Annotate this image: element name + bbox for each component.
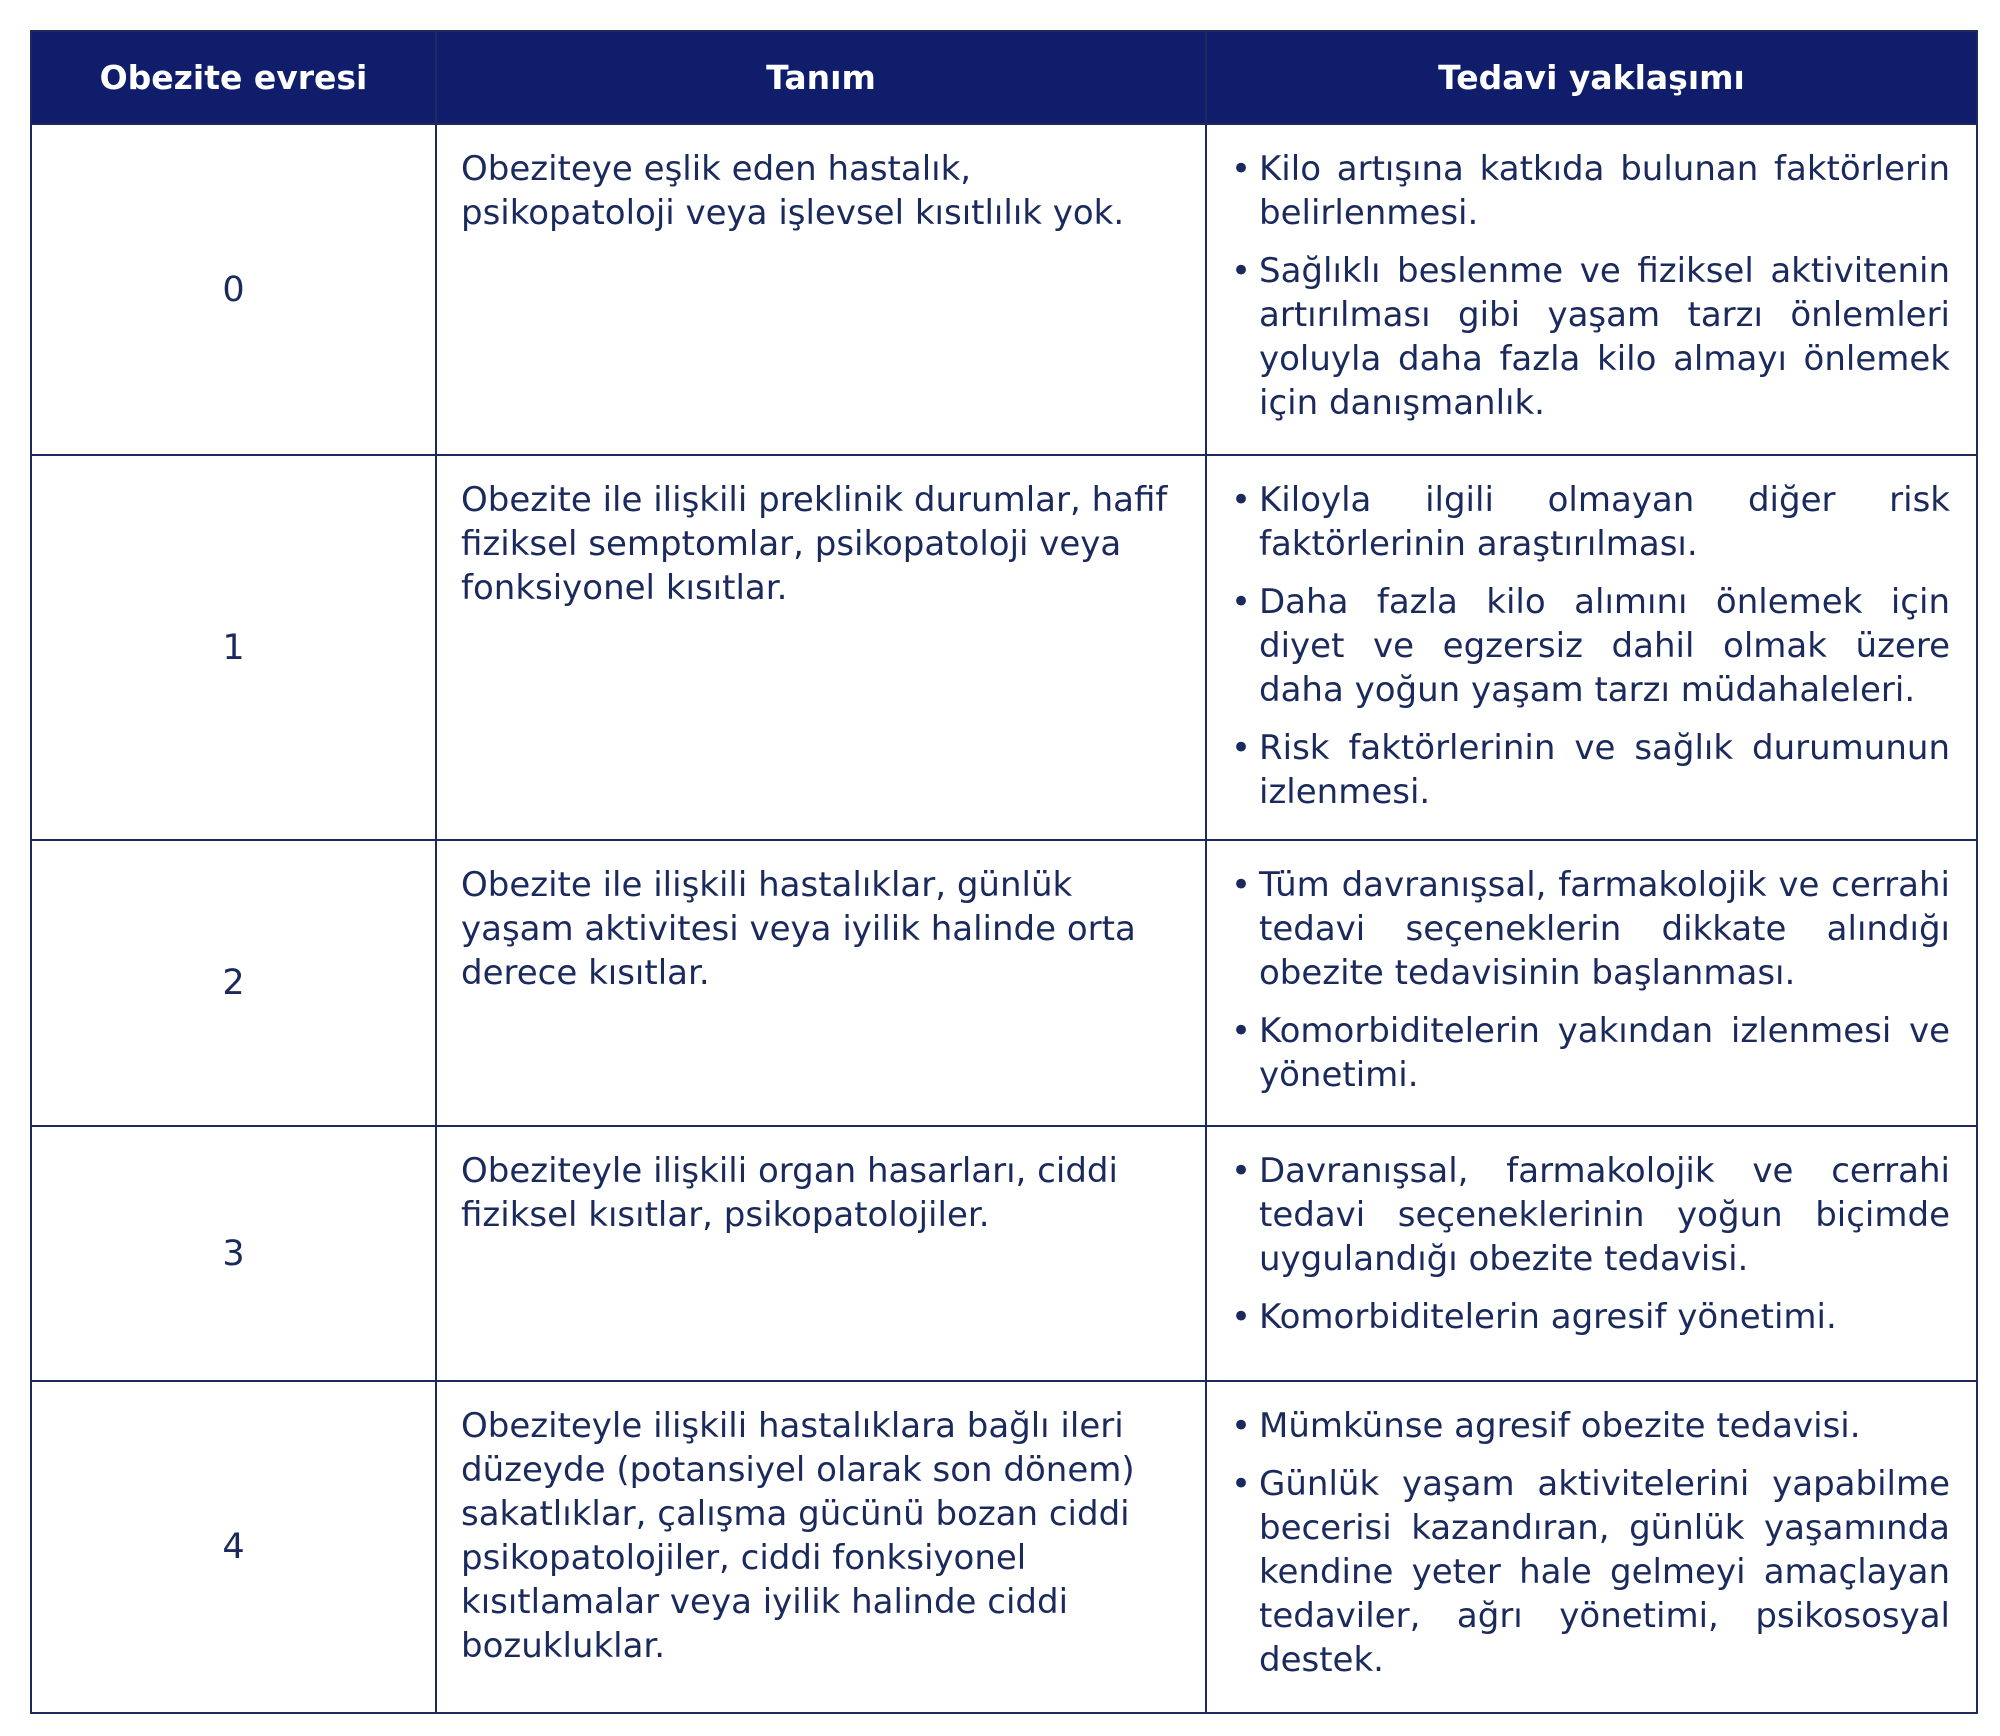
definition-cell: Obezite ile ilişkili preklinik durumlar, hafif fiziksel semptomlar, psikopatoloji veya fonksiyonel kısıtlar. (436, 455, 1206, 840)
approach-item: • Mümkünse agresif obezite tedavisi. (1231, 1404, 1950, 1448)
header-stage: Obezite evresi (31, 31, 436, 124)
approach-list (1231, 1404, 1950, 1682)
approach-item: • Daha fazla kilo alımını önlemek için diyet ve egzersiz dahil olmak üzere daha yoğun yaşam tarzı müdahaleleri. (1231, 580, 1950, 712)
approach-item: • Komorbiditelerin agresif yönetimi. (1231, 1295, 1950, 1339)
stage-cell: 3 (31, 1126, 436, 1381)
approach-list (1231, 478, 1950, 814)
definition-cell: Obezite ile ilişkili hastalıklar, günlük yaşam aktivitesi veya iyilik halinde orta derece kısıtlar. (436, 840, 1206, 1126)
header-definition: Tanım (436, 31, 1206, 124)
stage-cell: 0 (31, 124, 436, 455)
stage-cell: 4 (31, 1381, 436, 1713)
approach-item: • Komorbiditelerin yakından izlenmesi ve yönetimi. (1231, 1009, 1950, 1097)
approach-item: • Davranışsal, farmakolojik ve cerrahi tedavi seçeneklerinin yoğun biçimde uygulandığı obezite tedavisi. (1231, 1149, 1950, 1281)
approach-cell (1206, 1381, 1977, 1713)
approach-item: • Risk faktörlerinin ve sağlık durumunun izlenmesi. (1231, 726, 1950, 814)
approach-list (1231, 863, 1950, 1097)
approach-cell (1206, 124, 1977, 455)
approach-cell (1206, 455, 1977, 840)
table-row (31, 840, 1977, 1126)
header-approach: Tedavi yaklaşımı (1206, 31, 1977, 124)
approach-cell (1206, 840, 1977, 1126)
approach-item: • Sağlıklı beslenme ve fiziksel aktivitenin artırılması gibi yaşam tarzı önlemleri yoluyla daha fazla kilo almayı önlemek için danışmanlık. (1231, 249, 1950, 425)
table-row (31, 124, 1977, 455)
approach-item: • Günlük yaşam aktivitelerini yapabilme becerisi kazandıran, günlük yaşamında kendine yeter hale gelmeyi amaçlayan tedaviler, ağrı yönetimi, psikososyal destek. (1231, 1462, 1950, 1682)
table-row (31, 455, 1977, 840)
obesity-stage-table (30, 30, 1978, 1714)
approach-list (1231, 147, 1950, 425)
approach-item: • Kiloyla ilgili olmayan diğer risk faktörlerinin araştırılması. (1231, 478, 1950, 566)
stage-cell: 2 (31, 840, 436, 1126)
table-row (31, 1126, 1977, 1381)
approach-cell (1206, 1126, 1977, 1381)
table-row (31, 1381, 1977, 1713)
definition-cell: Obeziteyle ilişkili hastalıklara bağlı ileri düzeyde (potansiyel olarak son dönem) sakatlıklar, çalışma gücünü bozan ciddi psikopatolojiler, ciddi fonksiyonel kısıtlamalar veya iyilik halinde ciddi bozukluklar. (436, 1381, 1206, 1713)
approach-item: • Kilo artışına katkıda bulunan faktörlerin belirlenmesi. (1231, 147, 1950, 235)
approach-list (1231, 1149, 1950, 1339)
definition-cell: Obeziteye eşlik eden hastalık, psikopatoloji veya işlevsel kısıtlılık yok. (436, 124, 1206, 455)
stage-cell: 1 (31, 455, 436, 840)
approach-item: • Tüm davranışsal, farmakolojik ve cerrahi tedavi seçeneklerin dikkate alındığı obezite tedavisinin başlanması. (1231, 863, 1950, 995)
table-header (31, 31, 1977, 124)
definition-cell: Obeziteyle ilişkili organ hasarları, ciddi fiziksel kısıtlar, psikopatolojiler. (436, 1126, 1206, 1381)
